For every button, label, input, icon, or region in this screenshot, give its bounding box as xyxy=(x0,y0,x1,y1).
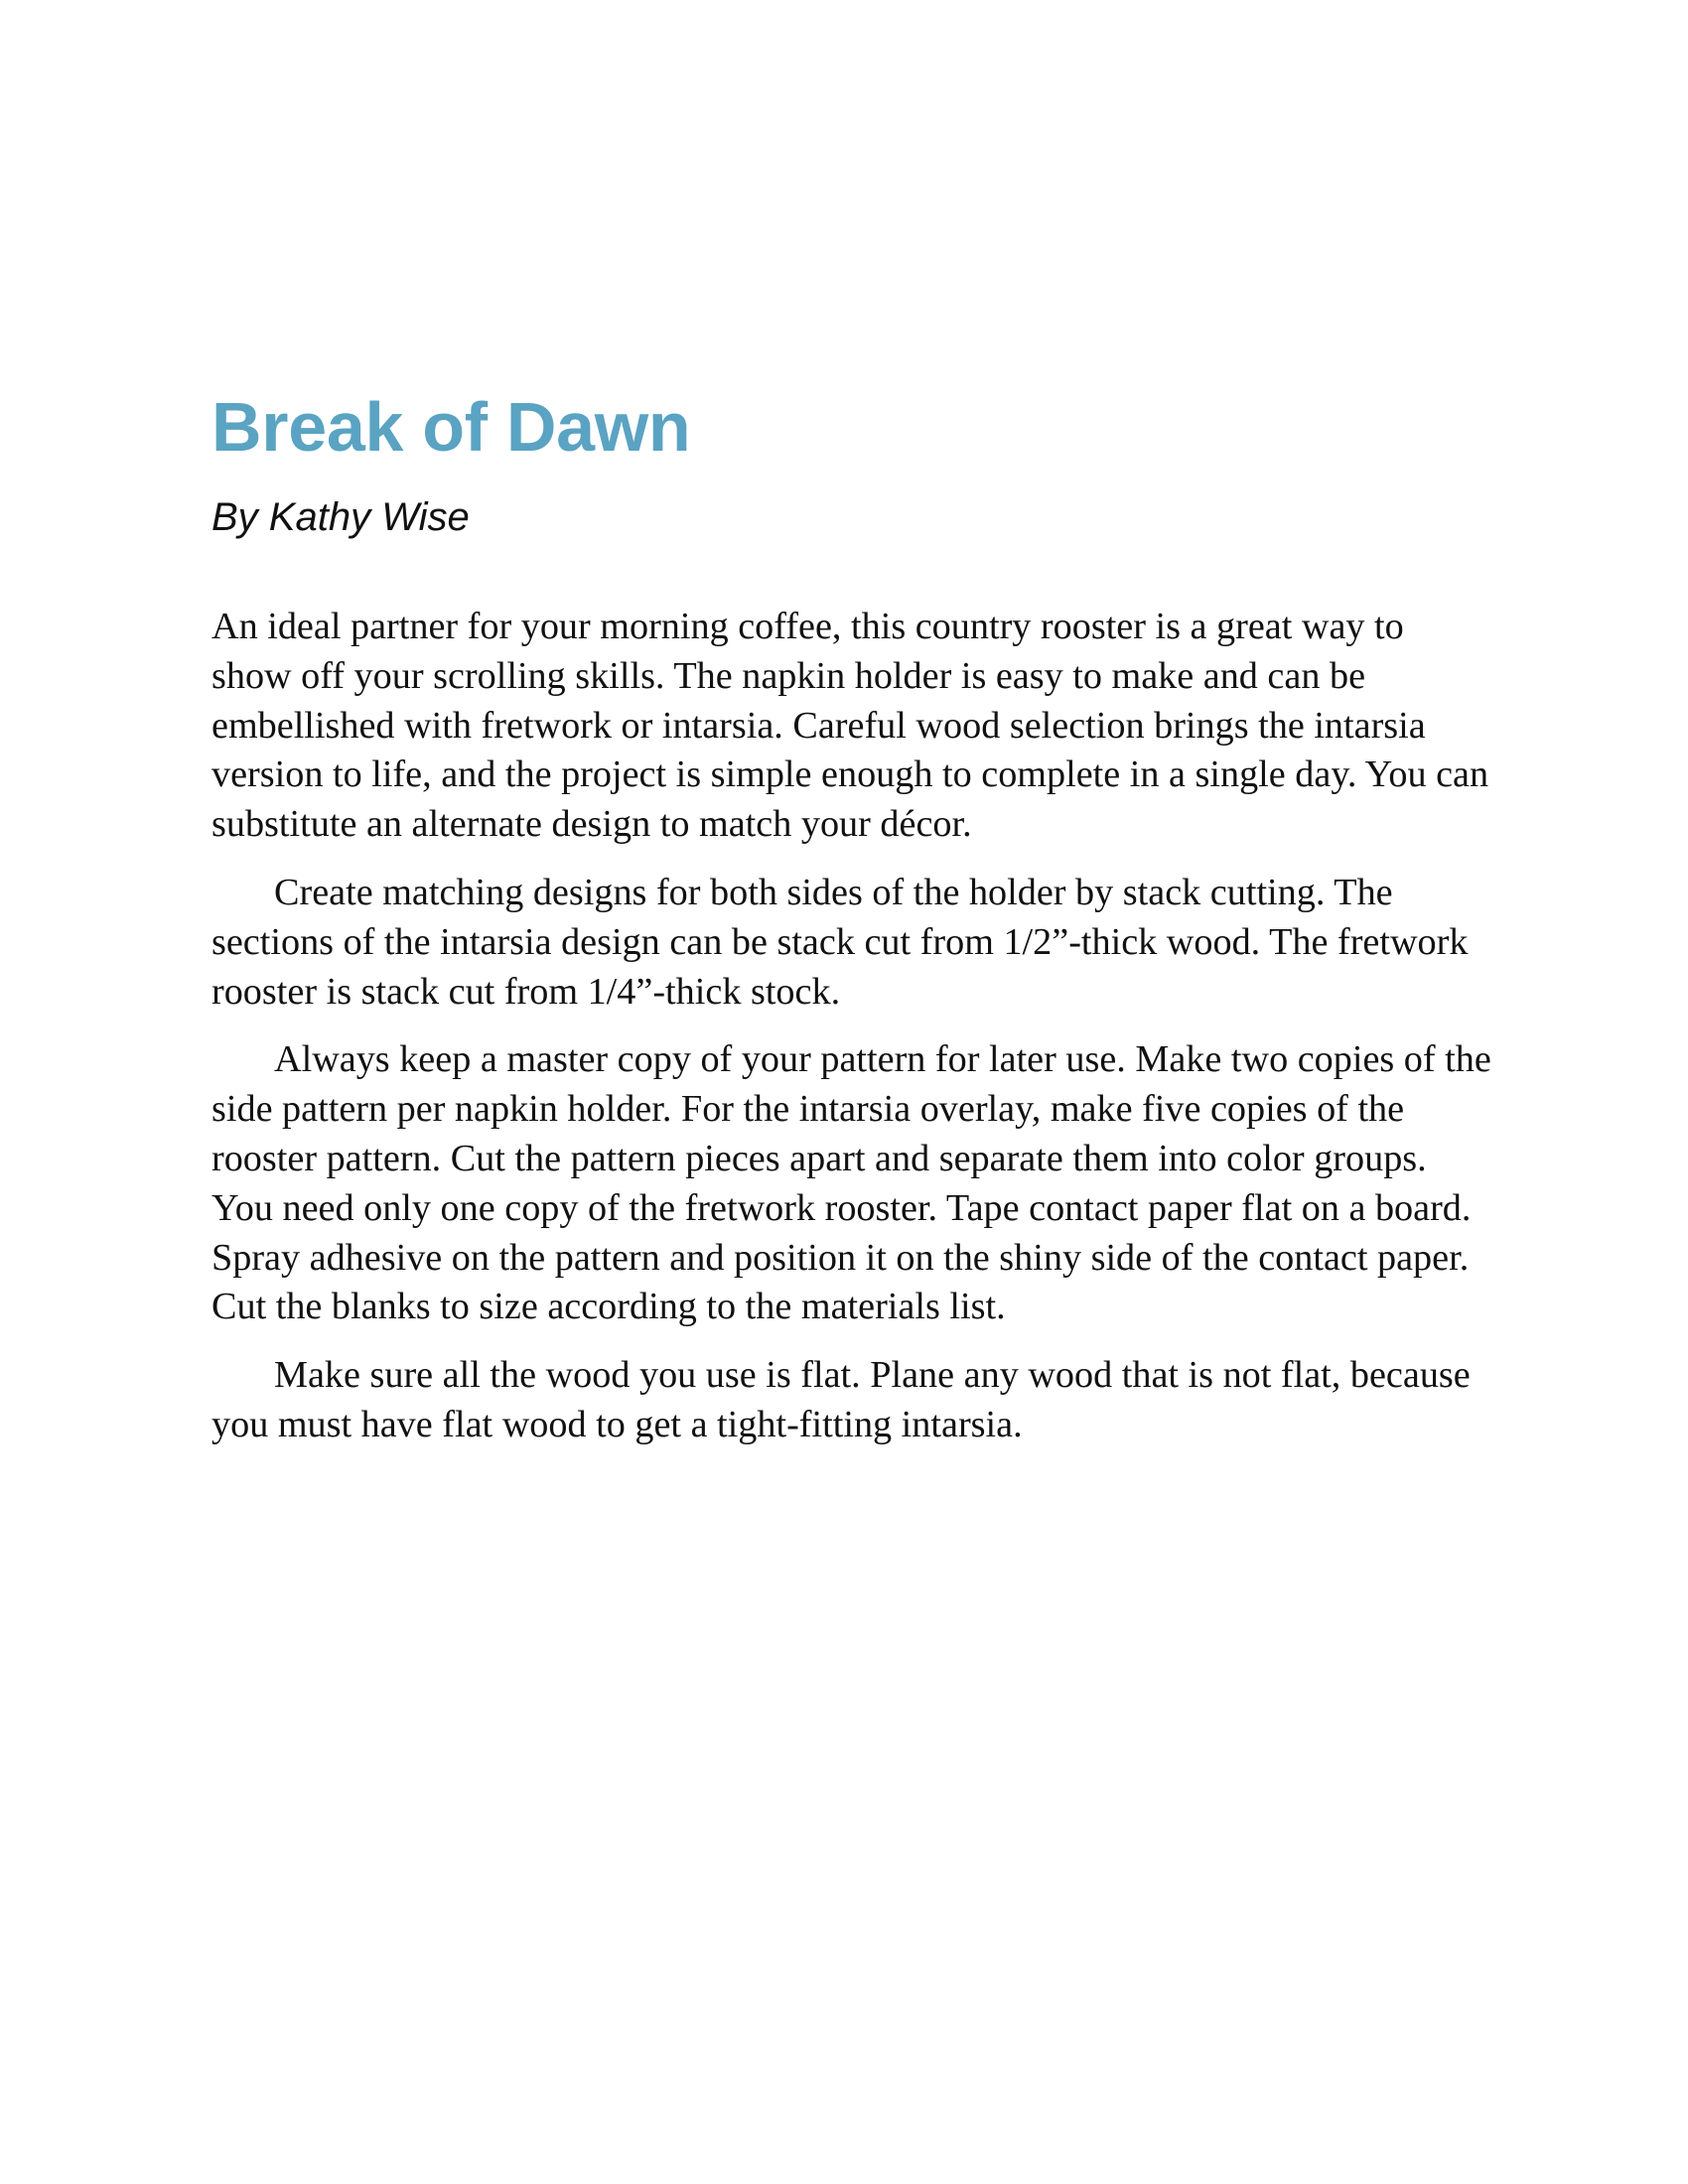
article-byline: By Kathy Wise xyxy=(211,495,470,539)
body-paragraph: An ideal partner for your morning coffee, this country rooster is a great way to show off your scrolling skills. The napkin holder is easy to make and can be embellished with fretwork or intarsia. Careful wood selection brings the intarsia version to life, and the project is simple enough to complete in a single day. You can substitute an alternate design to match your décor. xyxy=(211,606,1489,846)
body-paragraph: Make sure all the wood you use is flat. Plane any wood that is not flat, because you must have flat wood to get a tight-fitting intarsia. xyxy=(211,1354,1471,1445)
body-paragraph: Always keep a master copy of your pattern for later use. Make two copies of the side pattern per napkin holder. For the intarsia overlay, make five copies of the rooster pattern. Cut the pattern pieces apart and separate them into color groups. You need only one copy of the fretwork rooster. Tape contact paper flat on a board. Spray adhesive on the pattern and position it on the shiny side of the contact paper. Cut the blanks to size according to the materials list. xyxy=(211,1038,1491,1328)
article xyxy=(211,389,1492,1469)
article-title: Break of Dawn xyxy=(211,388,691,466)
article-body xyxy=(211,603,1492,1450)
body-paragraph: Create matching designs for both sides of the holder by stack cutting. The sections of the intarsia design can be stack cut from 1/2”-thick wood. The fretwork rooster is stack cut from 1/4”-thick stock. xyxy=(211,871,1469,1013)
